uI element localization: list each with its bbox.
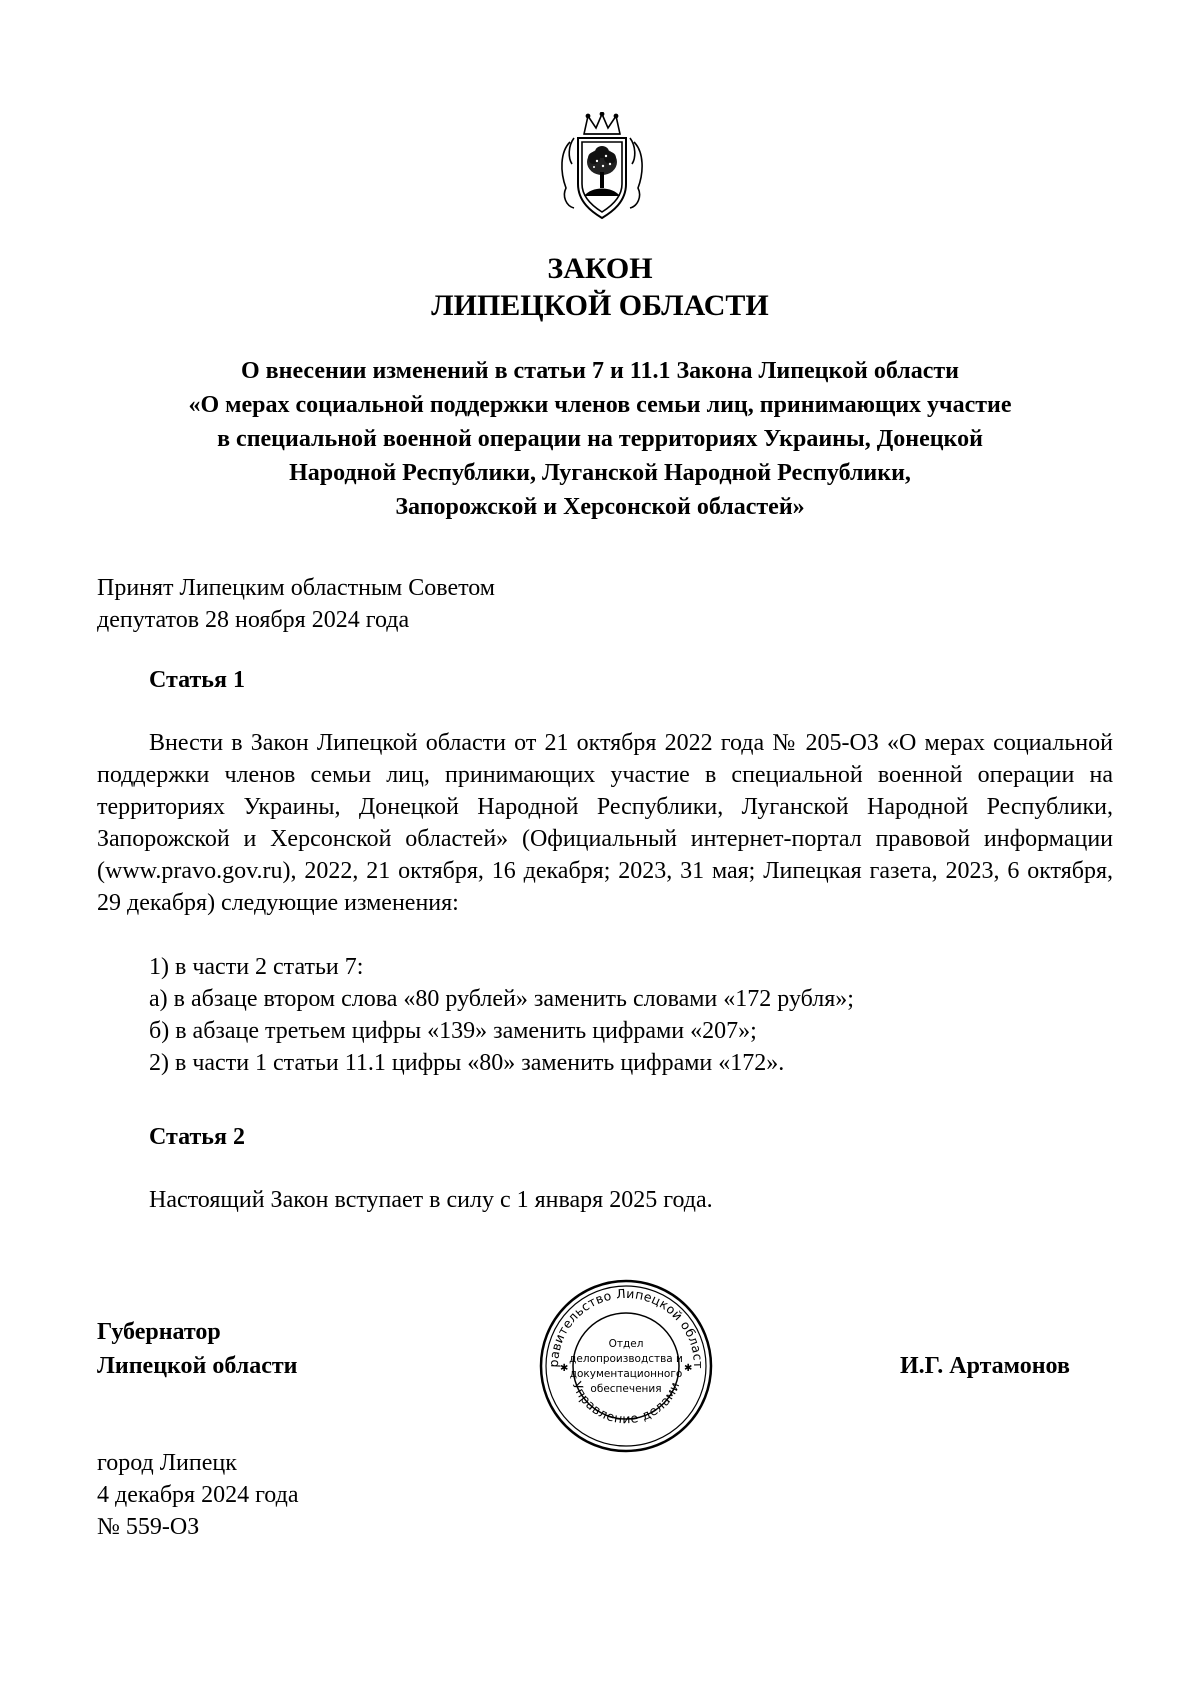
signatory-position-line1: Губернатор xyxy=(97,1319,221,1345)
official-seal xyxy=(538,1278,714,1454)
signatory-position-line2: Липецкой области xyxy=(97,1353,298,1379)
article-1-paragraph: Внести в Закон Липецкой области от 21 октября 2022 года № 205-ОЗ «О мерах социальной поддержки членов семьи лиц, принимающих участие в специальной военной операции на территориях Украины, Донецкой Народной Республики, Луганской Народной Республики, Запорожской и Херсонской областей» (Официальный интернет-портал правовой информации (www.pravo.gov.ru), 2022, 21 октября, 16 декабря; 2023, 31 мая; Липецкая газета, 2023, 6 октября, 29 декабря) следующие изменения: xyxy=(97,730,1113,916)
seal-inner-line: Отдел xyxy=(608,1338,644,1350)
signatory-position xyxy=(97,1315,298,1383)
adoption-note-line1: Принят Липецким областным Советом xyxy=(97,575,495,601)
subtitle-line: Запорожской и Херсонской областей» xyxy=(395,494,805,520)
subtitle-line: О внесении изменений в статьи 7 и 11.1 Закона Липецкой области xyxy=(241,358,959,384)
footer-number: № 559-ОЗ xyxy=(97,1514,200,1540)
lipetsk-coat-of-arms-icon xyxy=(556,112,648,222)
adoption-note xyxy=(97,572,495,636)
article-1-item: а) в абзаце втором слова «80 рублей» заменить словами «172 рубля»; xyxy=(149,986,854,1012)
article-1-heading: Статья 1 xyxy=(149,667,245,693)
article-1-item: б) в абзаце третьем цифры «139» заменить цифрами «207»; xyxy=(149,1018,757,1044)
article-1-item: 1) в части 2 статьи 7: xyxy=(149,954,364,980)
subtitle-line: Народной Республики, Луганской Народной Республики, xyxy=(289,460,911,486)
adoption-note-line2: депутатов 28 ноября 2024 года xyxy=(97,607,410,633)
article-2-paragraph: Настоящий Закон вступает в силу с 1 января 2025 года. xyxy=(149,1187,713,1213)
subtitle-line: «О мерах социальной поддержки членов семьи лиц, принимающих участие xyxy=(188,392,1012,418)
footer-city: город Липецк xyxy=(97,1450,237,1476)
seal-outer-bottom-text: Управление делами xyxy=(569,1379,683,1427)
seal-inner-line: документационного xyxy=(569,1368,683,1380)
document-footer xyxy=(97,1447,298,1543)
seal-stamp-icon xyxy=(538,1278,714,1454)
seal-outer-top-text: равительство Липецкой област xyxy=(545,1285,707,1369)
coat-of-arms-emblem xyxy=(556,112,648,222)
document-region: ЛИПЕЦКОЙ ОБЛАСТИ xyxy=(431,289,769,322)
article-1-item: 2) в части 1 статьи 11.1 цифры «80» заменить цифрами «172». xyxy=(149,1050,785,1076)
footer-date: 4 декабря 2024 года xyxy=(97,1482,299,1508)
seal-star-left-icon: ✱ xyxy=(560,1363,569,1374)
seal-inner-line: делопроизводства и xyxy=(569,1353,683,1365)
document-title: ЗАКОН xyxy=(547,252,653,285)
article-2-heading: Статья 2 xyxy=(149,1124,245,1150)
subtitle-line: в специальной военной операции на территориях Украины, Донецкой xyxy=(217,426,983,452)
seal-inner-line: обеспечения xyxy=(590,1383,662,1395)
seal-star-right-icon: ✱ xyxy=(684,1363,693,1374)
signatory-name: И.Г. Артамонов xyxy=(900,1353,1070,1379)
